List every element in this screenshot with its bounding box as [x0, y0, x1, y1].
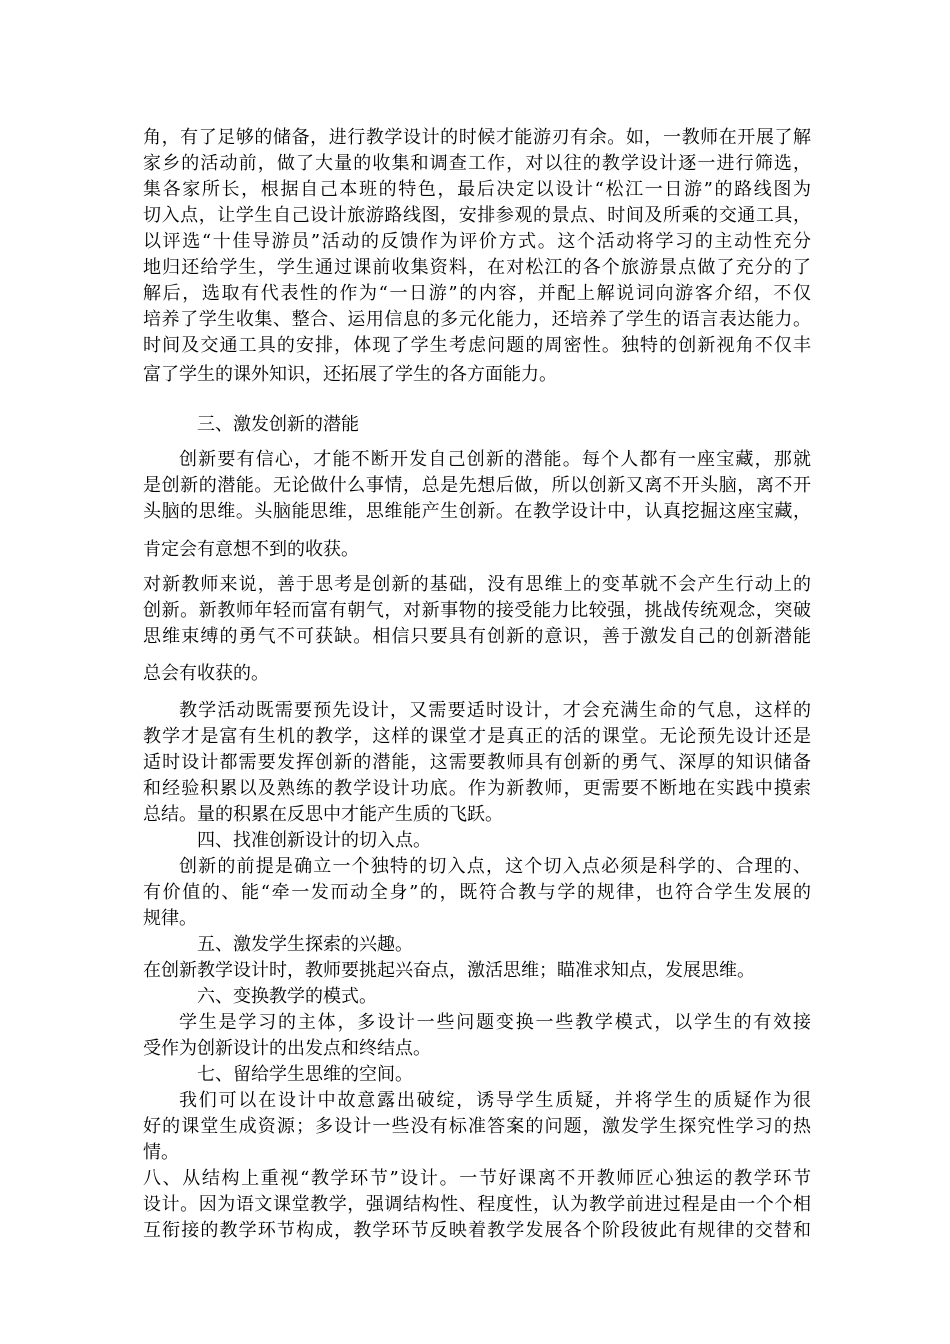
text-line: 情。 — [143, 1142, 179, 1163]
section-heading-4 — [143, 828, 811, 854]
heading-line: 三、激发创新的潜能 — [197, 414, 359, 435]
paragraph-entry-point — [143, 854, 811, 932]
text-line: 教学活动既需要预先设计，又需要适时设计，才会充满生命的气息，这样的 — [179, 700, 811, 721]
text-line: 培养了学生收集、整合、运用信息的多元化能力，还培养了学生的语言表达能力。 — [143, 309, 811, 330]
text-line: 有价值的、能“牵一发而动全身”的，既符合教与学的规律，也符合学生发展的 — [143, 882, 811, 903]
text-line: 对新教师来说，善于思考是创新的基础，没有思维上的变革就不会产生行动上的 — [143, 574, 811, 595]
section-heading-5 — [143, 932, 811, 958]
text-line: 规律。 — [143, 908, 197, 929]
paragraph-thinking-space — [143, 1088, 811, 1166]
text-line: 解后，选取有代表性的作为“一日游”的内容，并配上解说词向游客介绍，不仅 — [143, 283, 811, 304]
text-line: 设计。因为语文课堂教学，强调结构性、程度性，认为教学前进过程是由一个个相 — [143, 1194, 811, 1215]
paragraph-teaching-mode — [143, 1010, 811, 1062]
section-heading-6 — [143, 984, 811, 1010]
paragraph-new-teachers — [143, 572, 811, 650]
paragraph-new-teachers-end — [143, 661, 811, 687]
paragraph-creative-potential — [143, 447, 811, 525]
text-line: 适时设计都需要发挥创新的潜能，这需要教师具有创新的勇气、深厚的知识储备 — [143, 752, 811, 773]
text-line: 地归还给学生，学生通过课前收集资料，在对松江的各个旅游景点做了充分的了 — [143, 257, 811, 278]
text-line: 时间及交通工具的安排，体现了学生考虑问题的周密性。独特的创新视角不仅丰 — [143, 335, 811, 356]
text-line: 总结。量的积累在反思中才能产生质的飞跃。 — [143, 804, 503, 825]
text-line: 八、从结构上重视“教学环节”设计。一节好课离不开教师匠心独运的教学环节 — [143, 1168, 811, 1189]
text-line: 互衔接的教学环节构成，教学环节反映着教学发展各个阶段彼此有规律的交替和 — [143, 1220, 811, 1241]
paragraph-interest — [143, 958, 811, 984]
text-line: 切入点，让学生自己设计旅游路线图，安排参观的景点、时间及所乘的交通工具， — [143, 205, 811, 226]
text-line: 家乡的活动前，做了大量的收集和调查工作，对以往的教学设计逐一进行筛选， — [143, 153, 811, 174]
heading-line: 六、变换教学的模式。 — [197, 986, 377, 1007]
heading-line: 四、找准创新设计的切入点。 — [197, 830, 431, 851]
text-line: 以评选“十佳导游员”活动的反馈作为评价方式。这个活动将学习的主动性充分 — [143, 231, 811, 252]
paragraph-teaching-steps — [143, 1166, 811, 1244]
text-line: 角，有了足够的储备，进行教学设计的时候才能游刃有余。如，一教师在开展了解 — [143, 127, 811, 148]
text-line: 和经验积累以及熟练的教学设计功底。作为新教师，更需要不断地在实践中摸索 — [143, 778, 811, 799]
text-line: 头脑的思维。头脑能思维，思维能产生创新。在教学设计中，认真挖掘这座宝藏， — [143, 501, 811, 522]
heading-line: 五、激发学生探索的兴趣。 — [197, 934, 413, 955]
text-line: 我们可以在设计中故意露出破绽，诱导学生质疑，并将学生的质疑作为很 — [179, 1090, 811, 1111]
paragraph-teaching-activity — [143, 698, 811, 828]
text-line: 创新要有信心，才能不断开发自己创新的潜能。每个人都有一座宝藏，那就 — [179, 449, 811, 470]
text-line: 思维束缚的勇气不可获缺。相信只要具有创新的意识，善于激发自己的创新潜能 — [143, 626, 811, 647]
text-line: 是创新的潜能。无论做什么事情，总是先想后做，所以创新又离不开头脑，离不开 — [143, 475, 811, 496]
text-line: 集各家所长，根据自己本班的特色，最后决定以设计“松江一日游”的路线图为 — [143, 179, 811, 200]
text-line: 好的课堂生成资源；多设计一些没有标准答案的问题，激发学生探究性学习的热 — [143, 1116, 811, 1137]
text-line: 总会有收获的。 — [143, 663, 269, 684]
text-line: 创新。新教师年轻而富有朝气，对新事物的接受能力比较强，挑战传统观念，突破 — [143, 600, 811, 621]
paragraph-tour-design-end — [143, 362, 811, 388]
heading-line: 七、留给学生思维的空间。 — [197, 1064, 413, 1085]
paragraph-creative-potential-end — [143, 537, 811, 563]
text-line: 肯定会有意想不到的收获。 — [143, 539, 359, 560]
text-line: 在创新教学设计时，教师要挑起兴奋点，激活思维；瞄准求知点，发展思维。 — [143, 960, 755, 981]
section-heading-7 — [143, 1062, 811, 1088]
text-line: 受作为创新设计的出发点和终结点。 — [143, 1038, 431, 1059]
text-line: 创新的前提是确立一个独特的切入点，这个切入点必须是科学的、合理的、 — [179, 856, 811, 877]
text-line: 富了学生的课外知识，还拓展了学生的各方面能力。 — [143, 364, 557, 385]
paragraph-tour-design — [143, 125, 811, 359]
text-line: 教学才是富有生机的教学，这样的课堂才是真正的活的课堂。无论预先设计还是 — [143, 726, 811, 747]
text-line: 学生是学习的主体，多设计一些问题变换一些教学模式，以学生的有效接 — [179, 1012, 811, 1033]
section-heading-3 — [143, 412, 811, 438]
